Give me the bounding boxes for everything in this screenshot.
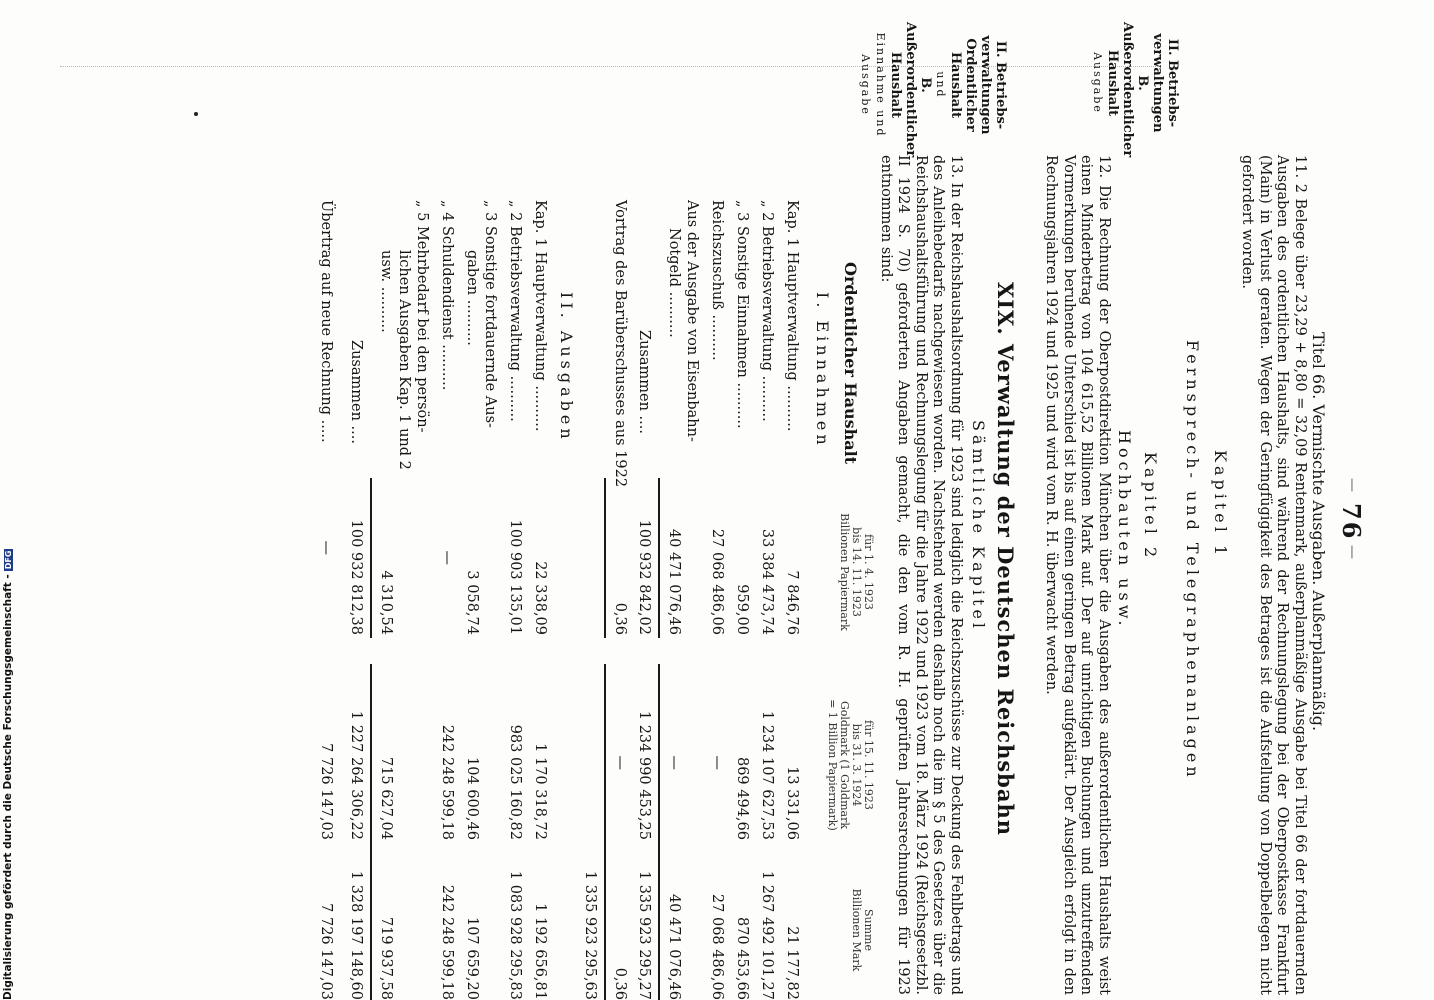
table-cell: 40 471 076,46: [666, 528, 682, 635]
uebertrag-v2: 7 726 147,03: [318, 743, 334, 840]
einnahmen-sum-v1: 100 932 842,02: [636, 519, 652, 635]
margin-note-2: [858, 22, 1008, 158]
einnahmen-sum-label: Zusammen ....: [636, 330, 652, 434]
table-cell: 870 453,66: [734, 916, 750, 1000]
table-cell: —: [439, 550, 455, 565]
total-after-vortrag: 1 335 923 295,63: [582, 870, 598, 1000]
margin-note-2-line: II. Betriebs-: [993, 40, 1008, 130]
table-cell: 1 170 318,72: [532, 743, 548, 840]
sum-rule: [658, 664, 660, 840]
margin-note-2-line: und: [934, 71, 947, 99]
table-cell: —: [666, 755, 682, 770]
item-12-paragraph: 12. Die Rechnung der Oberpostdirektion München über die Ausgaben des außerordentlichen Haushalts weist einen Minderbetrag von 104 615,52 Billionen Mark auf. Der auf unrichtigen Buchungen und unzutreffenden Vormerkungen beruhende Unterschied ist bis auf einen geringen Betrag aufgeklärt. Der Ausgleich erfolgt in den Rechnungsjahren 1924 und 1925 und wird vom R. H. überwacht werden.: [1043, 155, 1112, 995]
saemtliche-kapitel: Sämtliche Kapitel: [969, 420, 988, 633]
titel-heading: Titel 66. Vermischte Ausgaben. Außerplanmäßig.: [1309, 332, 1328, 732]
column-header-line: Goldmark (1 Goldmark: [838, 700, 851, 830]
table-cell: 1 234 107 627,53: [759, 710, 775, 840]
table-cell: 40 471 076,46: [666, 893, 682, 1000]
sum-rule: [658, 478, 660, 638]
table-cell: 983 025 160,82: [507, 724, 523, 840]
column-header-line: = 1 Billion Papiermark): [826, 699, 839, 831]
table-cell: —: [709, 755, 725, 770]
table-row-label: „ 3 Sonstige Einnahmen ..........: [734, 200, 750, 429]
item-11-paragraph: 11. 2 Belege über 23,29 + 8,80 = 32,09 Rentenmark, außerplanmäßige Ausgabe bei Titel 66 der fortdauernden Ausgaben des ordentlichen Haushalts, sind während der Rechnungslegung bei der Oberpostkasse Frankfurt (Main) in Verlust geraten. Wegen der Geringfügigkeit des Betrages ist die Aufstellung von Doppelbelegen nicht gefordert worden.: [1239, 155, 1308, 995]
table-row-label-cont: gaben ..........: [464, 250, 480, 346]
column-header-line: Summe: [862, 909, 875, 951]
margin-note-2-line: Ausgabe: [859, 54, 872, 116]
table-cell: 33 384 473,74: [759, 528, 775, 635]
sum-rule: [658, 822, 660, 1000]
ausgaben-sum-v3: 1 328 197 148,60: [348, 870, 364, 1000]
column-header-3: [850, 860, 874, 1000]
fernsprech-heading: Fernsprech- und Telegraphenanlagen: [1183, 340, 1202, 781]
page-dash-right: —: [1344, 545, 1360, 559]
table-cell: 27 068 486,06: [709, 893, 725, 1000]
margin-note-1-line: verwaltungen: [1150, 33, 1165, 133]
sum-rule: [370, 664, 372, 840]
table-row-label: „ 5 Mehrbedarf bei den persön-: [414, 200, 430, 433]
table-cell: 104 600,46: [464, 756, 480, 840]
table-cell: 959,00: [734, 584, 750, 635]
column-header-line: bis 31. 3. 1924: [850, 723, 863, 807]
table-row-label: Reichszuschuß ..........: [709, 200, 725, 361]
vortrag-v2: —: [612, 755, 628, 770]
table-cell: 242 248 599,18: [439, 884, 455, 1000]
section-title: XIX. Verwaltung der Deutschen Reichsbahn: [993, 282, 1018, 836]
digitization-footer: [2, 549, 14, 1000]
table-row-label: „ 2 Betriebsverwaltung ..........: [759, 200, 775, 422]
uebertrag-label: Übertrag auf neue Rechnung .....: [318, 200, 334, 443]
table-cell: 27 068 486,06: [709, 528, 725, 635]
ausgaben-sum-v2: 1 227 264 306,22: [348, 710, 364, 840]
column-header-line: für 1. 4. 1923: [862, 534, 875, 610]
ausgaben-heading: II. Ausgaben: [557, 292, 576, 443]
margin-note-1-line: Ausgabe: [1091, 52, 1104, 114]
margin-note-1-line: II. Betriebs-: [1165, 38, 1180, 128]
sum-rule: [370, 478, 372, 638]
table-cell: 1 192 656,81: [532, 903, 548, 1000]
table-cell: 3 058,74: [464, 570, 480, 635]
einnahmen-sum-v2: 1 234 990 453,25: [636, 710, 652, 840]
table-cell: 4 310,54: [378, 570, 394, 635]
ordentlicher-haushalt-heading: Ordentlicher Haushalt: [841, 262, 860, 465]
vortrag-v3: 0,36: [612, 967, 628, 1000]
table-cell: 1 083 928 295,83: [507, 870, 523, 1000]
table-row-label: Kap. 1 Hauptverwaltung ..........: [784, 200, 800, 432]
table-cell: 1 267 492 101,27: [759, 870, 775, 1000]
page-number: 76: [1337, 503, 1366, 541]
margin-note-1-line: B. Außerordentlicher: [1120, 22, 1150, 158]
table-cell: 107 659,20: [464, 916, 480, 1000]
table-cell: 13 331,06: [784, 766, 800, 840]
table-row-label: „ 2 Betriebsverwaltung ..........: [507, 200, 523, 422]
column-header-line: Billionen Mark: [850, 888, 863, 972]
uebertrag-v1: —: [318, 540, 334, 555]
sum-rule: [604, 822, 606, 1000]
sum-rule: [604, 478, 606, 638]
table-row-label: „ 4 Schuldendienst ..........: [439, 200, 455, 391]
margin-note-2-line: Einnahme und: [874, 32, 887, 138]
margin-note-1: [1090, 22, 1180, 158]
table-row-label: Kap. 1 Hauptverwaltung ..........: [532, 200, 548, 432]
margin-note-1-line: Haushalt: [1105, 49, 1120, 117]
table-cell: 100 903 135,01: [507, 519, 523, 635]
column-header-line: Billionen Papiermark: [838, 513, 851, 631]
table-cell: 242 248 599,18: [439, 724, 455, 840]
table-cell: 719 937,58: [378, 916, 394, 1000]
column-header-line: bis 14. 11. 1923: [850, 527, 863, 617]
table-cell: 869 494,66: [734, 756, 750, 840]
column-header-line: für 15. 11. 1923: [862, 720, 875, 810]
sum-rule: [370, 822, 372, 1000]
vortrag-label: Vortrag des Barüberschusses aus 1922: [612, 200, 628, 488]
page-dash-left: —: [1344, 478, 1360, 492]
sum-rule: [604, 664, 606, 840]
kapitel-2-heading: Kapitel 2: [1141, 452, 1160, 562]
margin-note-2-line: B. Außerordentlicher: [903, 22, 933, 158]
table-row-label-cont: usw. ..........: [378, 250, 394, 333]
einnahmen-heading: I. Einnahmen: [813, 292, 832, 449]
table-cell: 7 846,76: [784, 570, 800, 635]
footer-text: Digitalisierung gefördert durch die Deutsche Forschungsgemeinschaft -: [2, 574, 14, 1000]
item-13-paragraph: 13. In der Reichshaushaltsordnung für 1923 sind lediglich die Reichszuschüsse zur Deckung des Fehlbetrags und des Anleihebedarfs nachgewiesen worden. Nachstehend werden deshalb noch die im § 5 des Gesetzes über die Reichshaushaltsführung und Rechnungslegung für die Jahre 1922 und 1923 vom 18. März 1924 (Reichsgesetzbl. II 1924 S. 70) geforderten Angaben gemacht, die den vom R. H. geprüften Jahresrechnungen für 1923 entnommen sind:: [878, 155, 964, 995]
dfg-logo: DFG: [4, 550, 13, 570]
einnahmen-sum-v3: 1 335 923 295,27: [636, 870, 652, 1000]
uebertrag-v3: 7 726 147,03: [318, 903, 334, 1000]
ausgaben-sum-v1: 100 932 812,38: [348, 519, 364, 635]
margin-note-2-line: Haushalt: [888, 51, 903, 119]
table-cell: 21 177,82: [784, 926, 800, 1000]
column-header-2: [826, 680, 874, 850]
table-cell: 22 338,09: [532, 561, 548, 635]
hochbauten-heading: Hochbauten usw.: [1115, 430, 1134, 630]
table-row-label: Aus der Ausgabe von Eisenbahn-: [684, 200, 700, 442]
table-cell: 715 627,04: [378, 756, 394, 840]
margin-note-2-line: verwaltungen: [978, 35, 993, 135]
column-header-1: [838, 482, 874, 662]
table-row-label: „ 3 Sonstige fortdauernde Aus-: [482, 200, 498, 428]
table-row-label-cont: lichen Ausgaben Kap. 1 und 2: [396, 250, 412, 470]
margin-note-2-line: Ordentlicher Haushalt: [948, 38, 978, 132]
ausgaben-sum-label: Zusammen ....: [348, 340, 364, 444]
kapitel-1-heading: Kapitel 1: [1211, 450, 1230, 560]
vortrag-v1: 0,36: [612, 602, 628, 635]
table-row-label-cont: Notgeld ..........: [666, 228, 682, 338]
